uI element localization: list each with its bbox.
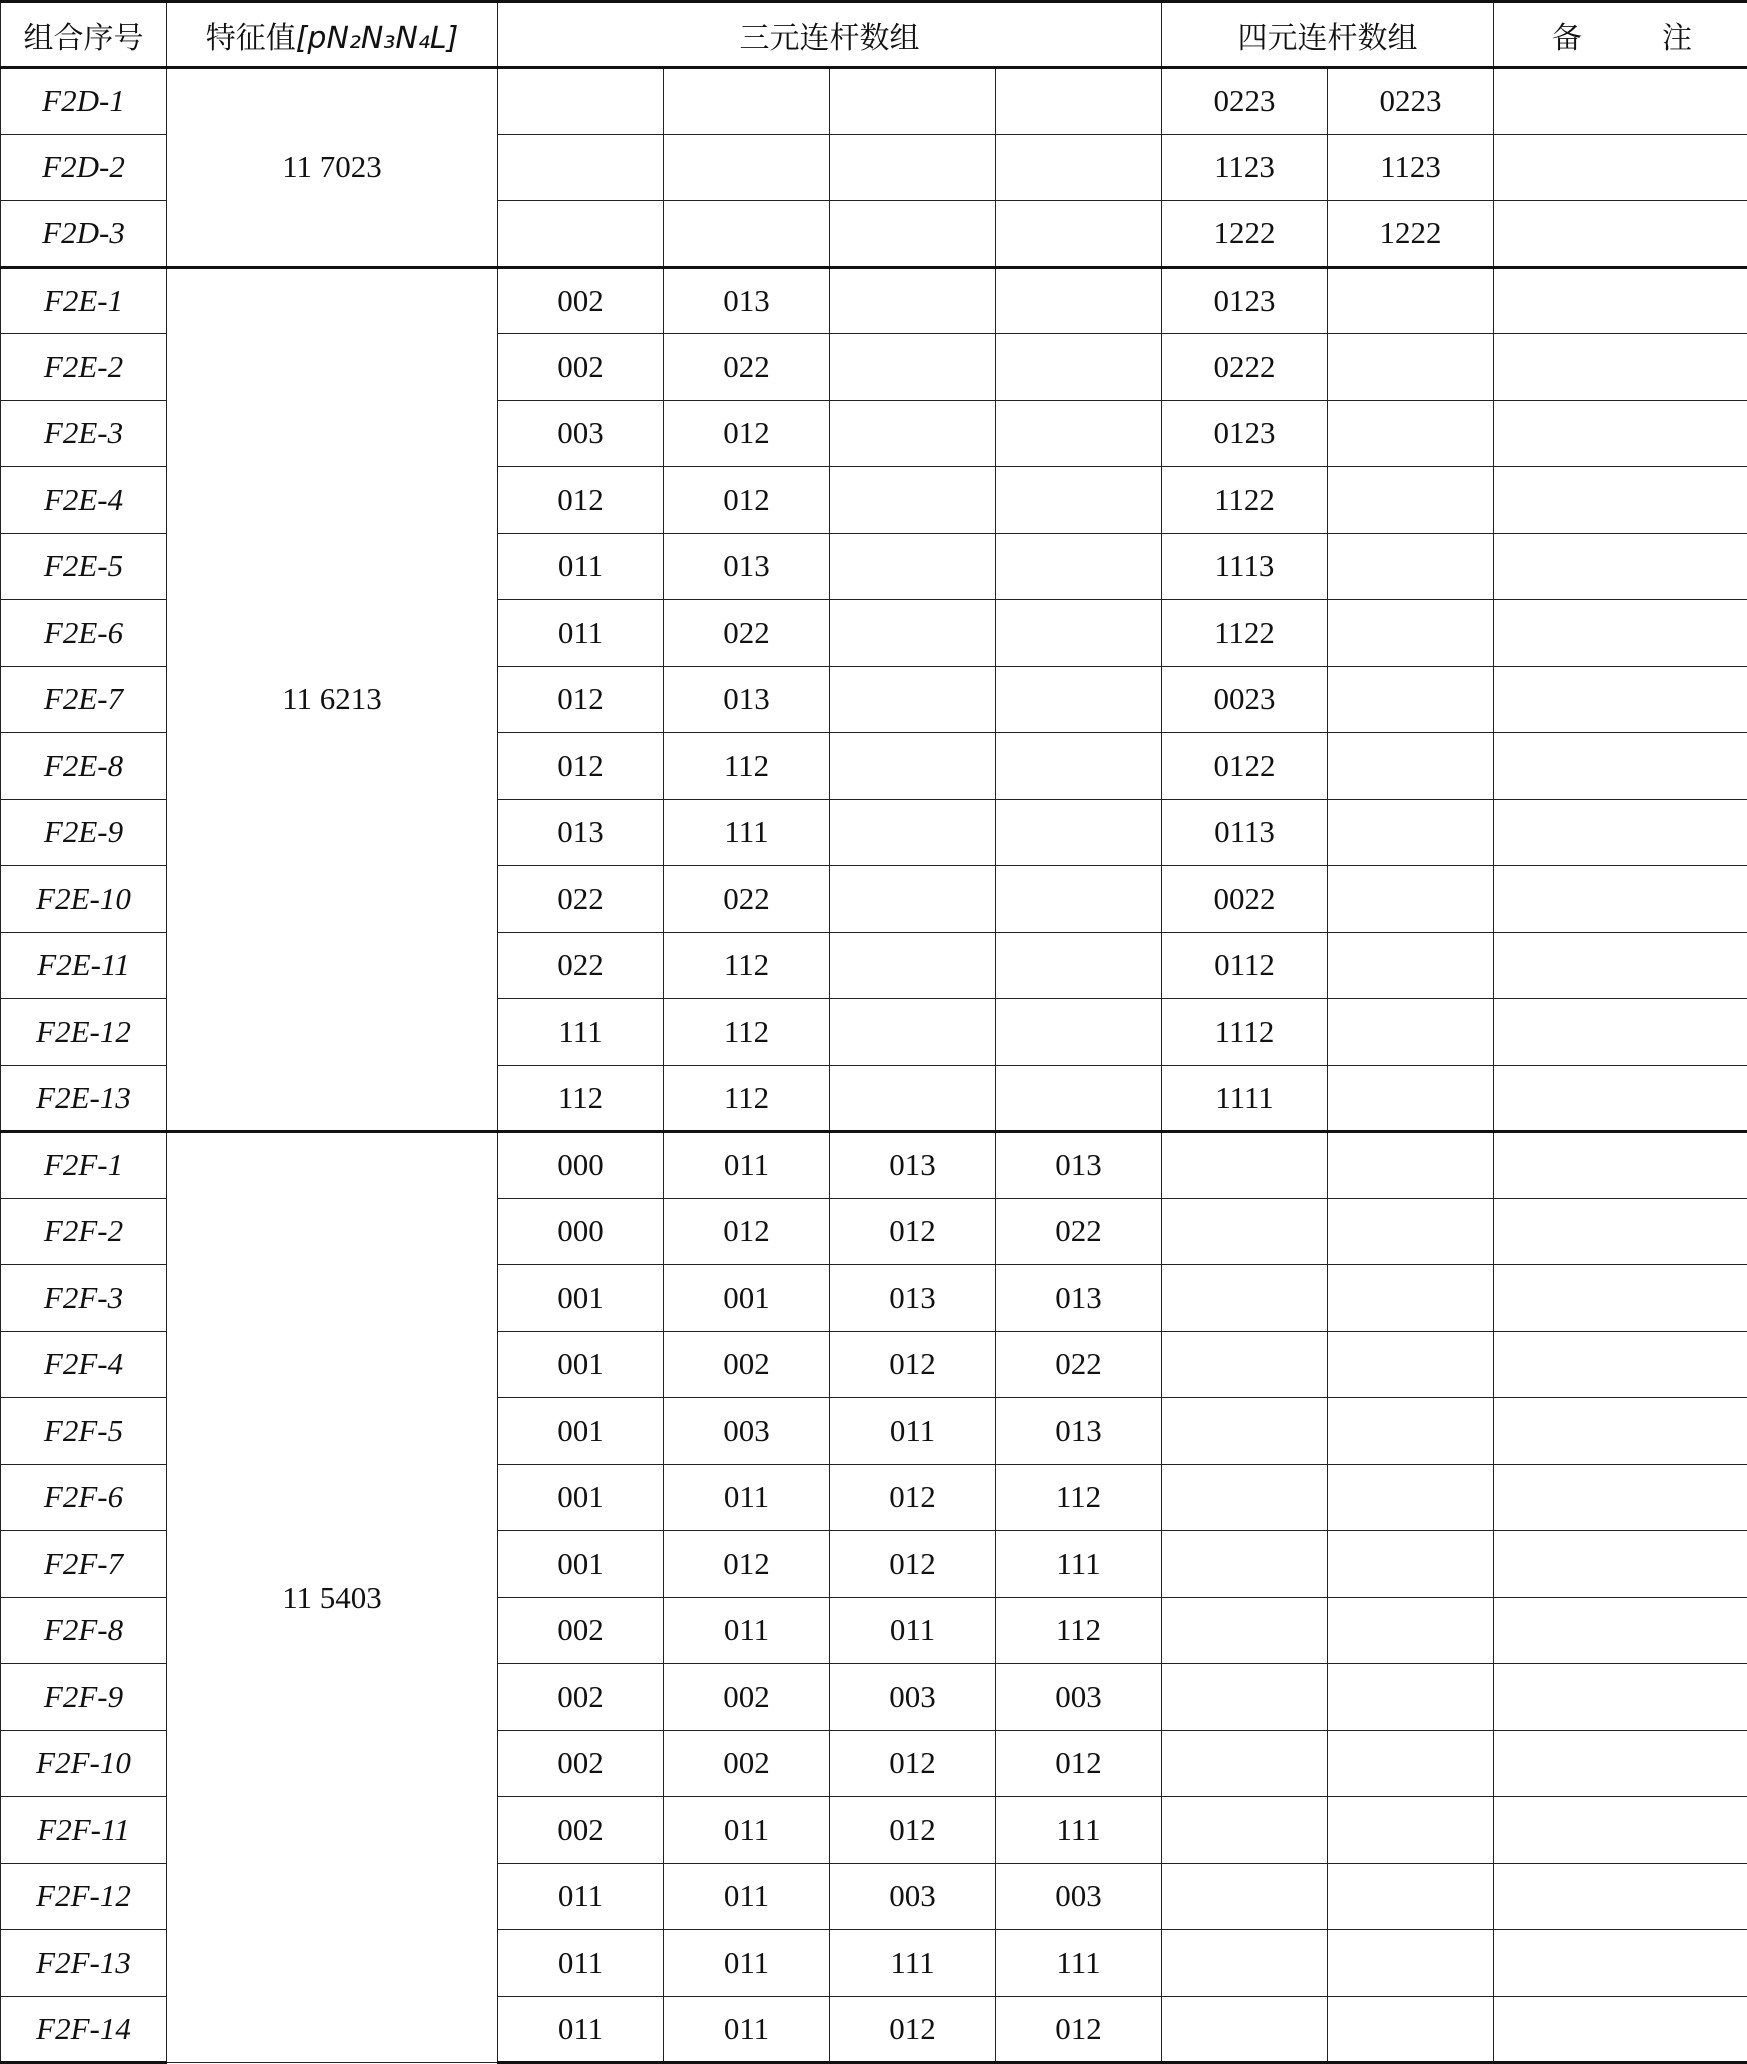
three-link-cell: 012 bbox=[664, 1198, 830, 1265]
remark-cell bbox=[1494, 68, 1747, 135]
three-link-cell: 002 bbox=[498, 1797, 664, 1864]
four-link-cell bbox=[1328, 799, 1494, 866]
three-link-cell: 012 bbox=[830, 1464, 996, 1531]
three-link-cell: 112 bbox=[996, 1597, 1162, 1664]
three-link-cell: 011 bbox=[498, 600, 664, 667]
three-link-cell bbox=[830, 467, 996, 534]
three-link-cell: 013 bbox=[664, 666, 830, 733]
three-link-cell bbox=[996, 68, 1162, 135]
remark-cell bbox=[1494, 999, 1747, 1066]
four-link-cell bbox=[1162, 1398, 1328, 1465]
three-link-cell: 011 bbox=[498, 1930, 664, 1997]
three-link-cell: 001 bbox=[498, 1531, 664, 1598]
four-link-cell bbox=[1328, 1531, 1494, 1598]
header-remarks-char-1: 备 bbox=[1552, 21, 1582, 56]
four-link-cell bbox=[1328, 666, 1494, 733]
four-link-cell bbox=[1328, 1863, 1494, 1930]
header-remarks bbox=[1494, 2, 1747, 68]
three-link-cell: 012 bbox=[830, 1331, 996, 1398]
three-link-cell: 112 bbox=[664, 1065, 830, 1132]
header-group-number: 组合序号 bbox=[1, 2, 167, 68]
remark-cell bbox=[1494, 799, 1747, 866]
four-link-cell bbox=[1162, 1730, 1328, 1797]
three-link-cell: 003 bbox=[830, 1863, 996, 1930]
row-id-cell: F2F-10 bbox=[1, 1730, 167, 1797]
four-link-cell bbox=[1328, 733, 1494, 800]
three-link-cell: 011 bbox=[664, 1863, 830, 1930]
three-link-cell bbox=[996, 932, 1162, 999]
three-link-cell: 011 bbox=[664, 1597, 830, 1664]
three-link-cell bbox=[996, 267, 1162, 334]
remark-cell bbox=[1494, 1398, 1747, 1465]
four-link-cell bbox=[1162, 1198, 1328, 1265]
three-link-cell: 012 bbox=[996, 1996, 1162, 2063]
three-link-cell: 000 bbox=[498, 1132, 664, 1199]
four-link-cell: 0122 bbox=[1162, 733, 1328, 800]
row-id-cell: F2E-13 bbox=[1, 1065, 167, 1132]
remark-cell bbox=[1494, 134, 1747, 201]
three-link-cell: 000 bbox=[498, 1198, 664, 1265]
row-id-cell: F2E-2 bbox=[1, 334, 167, 401]
four-link-cell bbox=[1328, 267, 1494, 334]
row-id-cell: F2F-9 bbox=[1, 1664, 167, 1731]
remark-cell bbox=[1494, 932, 1747, 999]
three-link-cell: 012 bbox=[830, 1996, 996, 2063]
remark-cell bbox=[1494, 1996, 1747, 2063]
four-link-cell bbox=[1328, 1132, 1494, 1199]
remark-cell bbox=[1494, 733, 1747, 800]
four-link-cell bbox=[1328, 533, 1494, 600]
three-link-cell bbox=[830, 600, 996, 667]
row-id-cell: F2D-3 bbox=[1, 201, 167, 268]
three-link-cell bbox=[996, 733, 1162, 800]
four-link-cell bbox=[1162, 1464, 1328, 1531]
header-three-link-array: 三元连杆数组 bbox=[498, 2, 1162, 68]
four-link-cell bbox=[1328, 1996, 1494, 2063]
four-link-cell bbox=[1162, 1531, 1328, 1598]
remark-cell bbox=[1494, 1930, 1747, 1997]
four-link-cell: 1113 bbox=[1162, 533, 1328, 600]
three-link-cell bbox=[830, 400, 996, 467]
row-id-cell: F2E-4 bbox=[1, 467, 167, 534]
remark-cell bbox=[1494, 1065, 1747, 1132]
row-id-cell: F2E-11 bbox=[1, 932, 167, 999]
three-link-cell bbox=[664, 134, 830, 201]
row-id-cell: F2E-5 bbox=[1, 533, 167, 600]
three-link-cell: 022 bbox=[498, 932, 664, 999]
four-link-cell bbox=[1328, 600, 1494, 667]
row-id-cell: F2D-2 bbox=[1, 134, 167, 201]
remark-cell bbox=[1494, 1464, 1747, 1531]
remark-cell bbox=[1494, 467, 1747, 534]
three-link-cell bbox=[830, 799, 996, 866]
four-link-cell bbox=[1162, 1863, 1328, 1930]
three-link-cell: 011 bbox=[664, 1132, 830, 1199]
four-link-cell: 1123 bbox=[1162, 134, 1328, 201]
remark-cell bbox=[1494, 1132, 1747, 1199]
feature-value-cell: 11 6213 bbox=[167, 267, 498, 1132]
feature-value-cell: 11 5403 bbox=[167, 1132, 498, 2063]
remark-cell bbox=[1494, 600, 1747, 667]
three-link-cell: 002 bbox=[498, 1664, 664, 1731]
three-link-cell: 012 bbox=[498, 733, 664, 800]
three-link-cell: 013 bbox=[830, 1132, 996, 1199]
four-link-cell bbox=[1328, 1797, 1494, 1864]
table-body bbox=[1, 68, 1747, 2063]
three-link-cell: 002 bbox=[498, 334, 664, 401]
three-link-cell: 011 bbox=[664, 1930, 830, 1997]
three-link-cell bbox=[996, 666, 1162, 733]
three-link-cell: 012 bbox=[830, 1730, 996, 1797]
row-id-cell: F2F-6 bbox=[1, 1464, 167, 1531]
three-link-cell: 112 bbox=[996, 1464, 1162, 1531]
four-link-cell: 0022 bbox=[1162, 866, 1328, 933]
three-link-cell: 012 bbox=[830, 1797, 996, 1864]
three-link-cell: 003 bbox=[996, 1863, 1162, 1930]
header-feature-prefix: 特征值 bbox=[206, 21, 296, 56]
remark-cell bbox=[1494, 1664, 1747, 1731]
header-feature-value bbox=[167, 2, 498, 68]
three-link-cell: 112 bbox=[664, 932, 830, 999]
remark-cell bbox=[1494, 866, 1747, 933]
four-link-cell: 0113 bbox=[1162, 799, 1328, 866]
remark-cell bbox=[1494, 400, 1747, 467]
row-id-cell: F2E-9 bbox=[1, 799, 167, 866]
three-link-cell: 012 bbox=[664, 467, 830, 534]
three-link-cell bbox=[498, 134, 664, 201]
three-link-cell bbox=[830, 134, 996, 201]
four-link-cell bbox=[1328, 467, 1494, 534]
row-id-cell: F2F-7 bbox=[1, 1531, 167, 1598]
three-link-cell: 012 bbox=[830, 1198, 996, 1265]
three-link-cell: 011 bbox=[664, 1797, 830, 1864]
four-link-cell: 1222 bbox=[1162, 201, 1328, 268]
three-link-cell: 003 bbox=[996, 1664, 1162, 1731]
four-link-cell bbox=[1328, 1265, 1494, 1332]
three-link-cell: 112 bbox=[664, 999, 830, 1066]
remark-cell bbox=[1494, 334, 1747, 401]
three-link-cell bbox=[664, 68, 830, 135]
remark-cell bbox=[1494, 1597, 1747, 1664]
four-link-cell bbox=[1162, 1996, 1328, 2063]
row-id-cell: F2F-12 bbox=[1, 1863, 167, 1930]
four-link-cell bbox=[1162, 1930, 1328, 1997]
three-link-cell: 002 bbox=[664, 1730, 830, 1797]
four-link-cell: 1111 bbox=[1162, 1065, 1328, 1132]
four-link-cell bbox=[1328, 1198, 1494, 1265]
row-id-cell: F2F-14 bbox=[1, 1996, 167, 2063]
three-link-cell bbox=[830, 999, 996, 1066]
row-id-cell: F2D-1 bbox=[1, 68, 167, 135]
three-link-cell: 022 bbox=[996, 1198, 1162, 1265]
row-id-cell: F2E-12 bbox=[1, 999, 167, 1066]
three-link-cell: 112 bbox=[664, 733, 830, 800]
row-id-cell: F2E-7 bbox=[1, 666, 167, 733]
four-link-cell: 0223 bbox=[1162, 68, 1328, 135]
three-link-cell: 011 bbox=[498, 1863, 664, 1930]
remark-cell bbox=[1494, 533, 1747, 600]
four-link-cell bbox=[1328, 1730, 1494, 1797]
header-row bbox=[1, 2, 1747, 68]
three-link-cell bbox=[996, 134, 1162, 201]
three-link-cell: 002 bbox=[664, 1331, 830, 1398]
three-link-cell bbox=[830, 267, 996, 334]
table-row bbox=[1, 68, 1747, 135]
four-link-cell bbox=[1162, 1265, 1328, 1332]
three-link-cell: 013 bbox=[664, 533, 830, 600]
four-link-cell bbox=[1328, 1930, 1494, 1997]
three-link-cell bbox=[830, 533, 996, 600]
three-link-cell bbox=[830, 932, 996, 999]
three-link-cell: 002 bbox=[498, 267, 664, 334]
four-link-cell bbox=[1328, 932, 1494, 999]
three-link-cell: 022 bbox=[664, 600, 830, 667]
four-link-cell bbox=[1328, 400, 1494, 467]
three-link-cell: 003 bbox=[830, 1664, 996, 1731]
three-link-cell: 112 bbox=[498, 1065, 664, 1132]
four-link-cell: 0123 bbox=[1162, 400, 1328, 467]
three-link-cell bbox=[996, 799, 1162, 866]
header-feature-expression: [pN₂N₃N₄L] bbox=[296, 21, 459, 56]
three-link-cell: 012 bbox=[664, 400, 830, 467]
four-link-cell: 0123 bbox=[1162, 267, 1328, 334]
three-link-cell: 001 bbox=[498, 1398, 664, 1465]
four-link-cell bbox=[1328, 1664, 1494, 1731]
row-id-cell: F2E-8 bbox=[1, 733, 167, 800]
three-link-cell bbox=[996, 999, 1162, 1066]
row-id-cell: F2F-3 bbox=[1, 1265, 167, 1332]
three-link-cell: 012 bbox=[996, 1730, 1162, 1797]
three-link-cell: 002 bbox=[498, 1730, 664, 1797]
three-link-cell bbox=[996, 533, 1162, 600]
four-link-cell: 1122 bbox=[1162, 467, 1328, 534]
remark-cell bbox=[1494, 1531, 1747, 1598]
remark-cell bbox=[1494, 1730, 1747, 1797]
row-id-cell: F2F-5 bbox=[1, 1398, 167, 1465]
three-link-cell bbox=[996, 400, 1162, 467]
three-link-cell bbox=[664, 201, 830, 268]
three-link-cell: 111 bbox=[498, 999, 664, 1066]
three-link-cell bbox=[830, 334, 996, 401]
three-link-cell: 001 bbox=[664, 1265, 830, 1332]
four-link-cell bbox=[1162, 1664, 1328, 1731]
three-link-cell: 011 bbox=[664, 1464, 830, 1531]
three-link-cell: 012 bbox=[498, 467, 664, 534]
three-link-cell: 013 bbox=[830, 1265, 996, 1332]
four-link-cell: 1222 bbox=[1328, 201, 1494, 268]
three-link-cell: 011 bbox=[498, 1996, 664, 2063]
three-link-cell: 012 bbox=[498, 666, 664, 733]
feature-value-cell: 11 7023 bbox=[167, 68, 498, 268]
three-link-cell bbox=[830, 68, 996, 135]
three-link-cell: 111 bbox=[996, 1797, 1162, 1864]
row-id-cell: F2F-11 bbox=[1, 1797, 167, 1864]
four-link-cell: 0223 bbox=[1328, 68, 1494, 135]
three-link-cell: 003 bbox=[498, 400, 664, 467]
three-link-cell bbox=[996, 600, 1162, 667]
row-id-cell: F2F-8 bbox=[1, 1597, 167, 1664]
four-link-cell: 1112 bbox=[1162, 999, 1328, 1066]
three-link-cell: 011 bbox=[830, 1597, 996, 1664]
remark-cell bbox=[1494, 267, 1747, 334]
three-link-cell: 003 bbox=[664, 1398, 830, 1465]
three-link-cell: 002 bbox=[498, 1597, 664, 1664]
four-link-cell: 1122 bbox=[1162, 600, 1328, 667]
four-link-cell bbox=[1328, 1065, 1494, 1132]
remark-cell bbox=[1494, 1198, 1747, 1265]
three-link-cell: 001 bbox=[498, 1464, 664, 1531]
three-link-cell: 011 bbox=[664, 1996, 830, 2063]
three-link-cell bbox=[830, 733, 996, 800]
three-link-cell: 002 bbox=[664, 1664, 830, 1731]
row-id-cell: F2F-13 bbox=[1, 1930, 167, 1997]
row-id-cell: F2F-1 bbox=[1, 1132, 167, 1199]
four-link-cell bbox=[1162, 1132, 1328, 1199]
three-link-cell bbox=[830, 1065, 996, 1132]
three-link-cell bbox=[830, 866, 996, 933]
three-link-cell: 013 bbox=[664, 267, 830, 334]
header-four-link-array: 四元连杆数组 bbox=[1162, 2, 1494, 68]
three-link-cell: 022 bbox=[664, 334, 830, 401]
three-link-cell: 001 bbox=[498, 1265, 664, 1332]
four-link-cell: 0023 bbox=[1162, 666, 1328, 733]
row-id-cell: F2E-1 bbox=[1, 267, 167, 334]
row-id-cell: F2E-6 bbox=[1, 600, 167, 667]
three-link-cell: 001 bbox=[498, 1331, 664, 1398]
table-header bbox=[1, 2, 1747, 68]
remark-cell bbox=[1494, 666, 1747, 733]
three-link-cell: 011 bbox=[830, 1398, 996, 1465]
three-link-cell bbox=[996, 201, 1162, 268]
three-link-cell: 022 bbox=[996, 1331, 1162, 1398]
three-link-cell: 111 bbox=[996, 1930, 1162, 1997]
header-remarks-char-2: 注 bbox=[1662, 21, 1692, 56]
three-link-cell bbox=[996, 334, 1162, 401]
table-row bbox=[1, 267, 1747, 334]
four-link-cell: 0112 bbox=[1162, 932, 1328, 999]
row-id-cell: F2E-3 bbox=[1, 400, 167, 467]
four-link-cell bbox=[1328, 1597, 1494, 1664]
three-link-cell: 011 bbox=[498, 533, 664, 600]
three-link-cell bbox=[498, 201, 664, 268]
remark-cell bbox=[1494, 1797, 1747, 1864]
three-link-cell bbox=[830, 666, 996, 733]
four-link-cell: 0222 bbox=[1162, 334, 1328, 401]
remark-cell bbox=[1494, 1265, 1747, 1332]
remark-cell bbox=[1494, 1331, 1747, 1398]
three-link-cell bbox=[996, 866, 1162, 933]
three-link-cell: 013 bbox=[498, 799, 664, 866]
three-link-cell bbox=[830, 201, 996, 268]
four-link-cell bbox=[1328, 999, 1494, 1066]
table-row bbox=[1, 1132, 1747, 1199]
row-id-cell: F2F-2 bbox=[1, 1198, 167, 1265]
three-link-cell: 013 bbox=[996, 1265, 1162, 1332]
four-link-cell bbox=[1328, 866, 1494, 933]
four-link-cell bbox=[1162, 1597, 1328, 1664]
three-link-cell: 111 bbox=[664, 799, 830, 866]
four-link-cell bbox=[1162, 1797, 1328, 1864]
three-link-cell: 022 bbox=[664, 866, 830, 933]
four-link-cell bbox=[1328, 1331, 1494, 1398]
three-link-cell: 012 bbox=[830, 1531, 996, 1598]
three-link-cell: 022 bbox=[498, 866, 664, 933]
four-link-cell: 1123 bbox=[1328, 134, 1494, 201]
four-link-cell bbox=[1328, 1464, 1494, 1531]
three-link-cell: 013 bbox=[996, 1132, 1162, 1199]
remark-cell bbox=[1494, 201, 1747, 268]
three-link-cell: 111 bbox=[830, 1930, 996, 1997]
three-link-cell bbox=[498, 68, 664, 135]
three-link-cell bbox=[996, 467, 1162, 534]
three-link-cell bbox=[996, 1065, 1162, 1132]
four-link-cell bbox=[1328, 1398, 1494, 1465]
row-id-cell: F2F-4 bbox=[1, 1331, 167, 1398]
remark-cell bbox=[1494, 1863, 1747, 1930]
three-link-cell: 012 bbox=[664, 1531, 830, 1598]
row-id-cell: F2E-10 bbox=[1, 866, 167, 933]
four-link-cell bbox=[1162, 1331, 1328, 1398]
three-link-cell: 111 bbox=[996, 1531, 1162, 1598]
four-link-cell bbox=[1328, 334, 1494, 401]
three-link-cell: 013 bbox=[996, 1398, 1162, 1465]
